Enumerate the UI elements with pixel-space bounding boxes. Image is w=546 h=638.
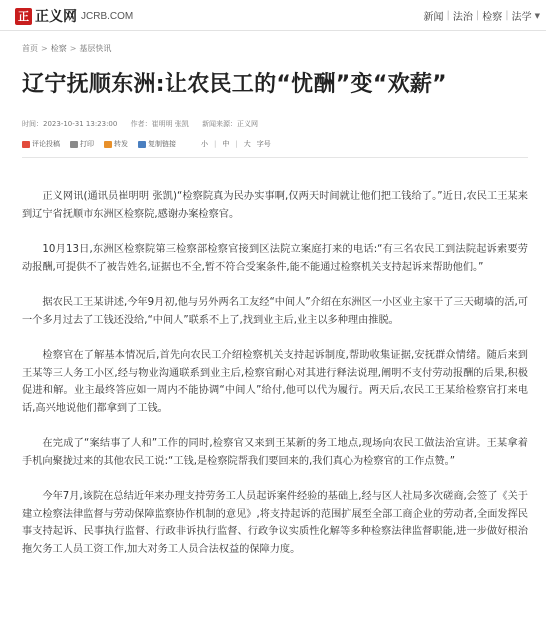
link-icon — [138, 141, 146, 148]
news-source: 新闻来源：正义网 — [202, 120, 259, 128]
print-button[interactable]: 打印 — [70, 139, 94, 149]
logo-mark-icon: 正 — [15, 8, 32, 25]
nav-item-news[interactable]: 新闻 — [423, 12, 444, 23]
nav-item-procuratorate[interactable]: 检察 — [482, 12, 503, 23]
top-nav: 新闻 | 法治 | 检察 | 法学 ▼ — [423, 10, 540, 23]
breadcrumb-home[interactable]: 首页 — [22, 44, 38, 53]
breadcrumb-procuratorate[interactable]: 检察 — [50, 44, 67, 53]
comment-icon — [22, 141, 30, 148]
article-body — [22, 188, 528, 576]
article-paragraph: 10月13日,东洲区检察院第三检察部检察官接到区法院立案庭打来的电话:“有三名农民工到法院起诉索要劳动报酬,可提供不了被告姓名,证据也不全,暂不符合受案条件,能不能通过检察机关支持起诉来帮助他们。” — [22, 244, 528, 273]
font-size-medium[interactable]: 中 — [222, 140, 230, 148]
share-icon — [104, 141, 112, 148]
nav-item-law[interactable]: 法治 — [452, 12, 473, 23]
breadcrumb: 首页 > 检察 > 基层快讯 — [22, 44, 112, 53]
breadcrumb-grassroots-news[interactable]: 基层快讯 — [79, 44, 112, 53]
top-bar — [0, 0, 546, 31]
print-icon — [70, 141, 78, 148]
divider — [22, 157, 528, 158]
logo-url: JCRB.COM — [81, 10, 134, 22]
font-size-small[interactable]: 小 — [201, 140, 208, 148]
copy-link-button[interactable]: 复制链接 — [138, 139, 176, 149]
article-paragraph: 在完成了“案结事了人和”工作的同时,检察官又来到王某新的务工地点,现场向农民工做法治宣讲。王某拿着手机向聚拢过来的其他农民工说:“工钱,是检察院帮我们要回来的,我们真心为检察官的工作点赞。” — [22, 438, 528, 467]
share-button[interactable]: 转发 — [104, 139, 128, 149]
article-author: 作者：崔明明 张凯 — [130, 120, 189, 128]
font-size-large[interactable]: 大 — [243, 140, 251, 148]
font-size-label: 字号 — [256, 140, 271, 148]
font-size-control: 小 | 中 | 大 字号 — [201, 140, 271, 148]
article-paragraph: 今年7月,该院在总结近年来办理支持劳务工人员起诉案件经验的基础上,经与区人社局多次磋商,会签了《关于建立检察法律监督与劳动保障监察协作机制的意见》,将支持起诉的范围扩展至全部工商企业的劳动者,全面发挥民事支持起诉、民事执行监督、行政非诉执行监督、行政争议实质性化解等多种检察法律监督职能,进一步做好根治拖欠务工人员工资工作,加大对务工人员合法权益的保障力度。 — [22, 491, 528, 555]
chevron-down-icon[interactable]: ▼ — [534, 11, 540, 20]
comment-submit-button[interactable]: 评论投稿 — [22, 139, 60, 149]
article-title: 辽宁抚顺东洲:让农民工的“忧酬”变“欢薪” — [22, 72, 447, 97]
article-paragraph: 据农民工王某讲述,今年9月初,他与另外两名工友经“中间人”介绍在东洲区一小区业主家干了三天砌墙的活,可一个多月过去了工钱还没给,“中间人”联系不上了,找到业主后,业主以多种理由推脱。 — [22, 297, 528, 326]
site-logo[interactable] — [15, 6, 133, 26]
article-meta — [22, 119, 269, 129]
nav-item-jurisprudence[interactable]: 法学 — [511, 12, 532, 23]
article-paragraph: 检察官在了解基本情况后,首先向农民工介绍检察机关支持起诉制度,帮助收集证据,安抚群众情绪。随后来到王某等三人务工小区,经与物业沟通联系到业主后,检察官耐心对其进行释法说理,阐明不支付劳动报酬的后果,积极促进和解。业主最终答应如一周内不能协调“中间人”给付,他可以代为履行。两天后,农民工王某给检察官打来电话,高兴地说他们都拿到了工钱。 — [22, 350, 528, 414]
article-toolbar — [22, 139, 274, 149]
logo-text: 正义网 — [35, 9, 77, 25]
publish-time: 时间：2023-10-31 13:23:00 — [22, 120, 118, 128]
article-paragraph: 正义网讯(通讯员崔明明 张凯)“检察院真为民办实事啊,仅两天时间就让他们把工钱给了。”近日,农民工王某来到辽宁省抚顺市东洲区检察院,感谢办案检察官。 — [22, 191, 528, 220]
